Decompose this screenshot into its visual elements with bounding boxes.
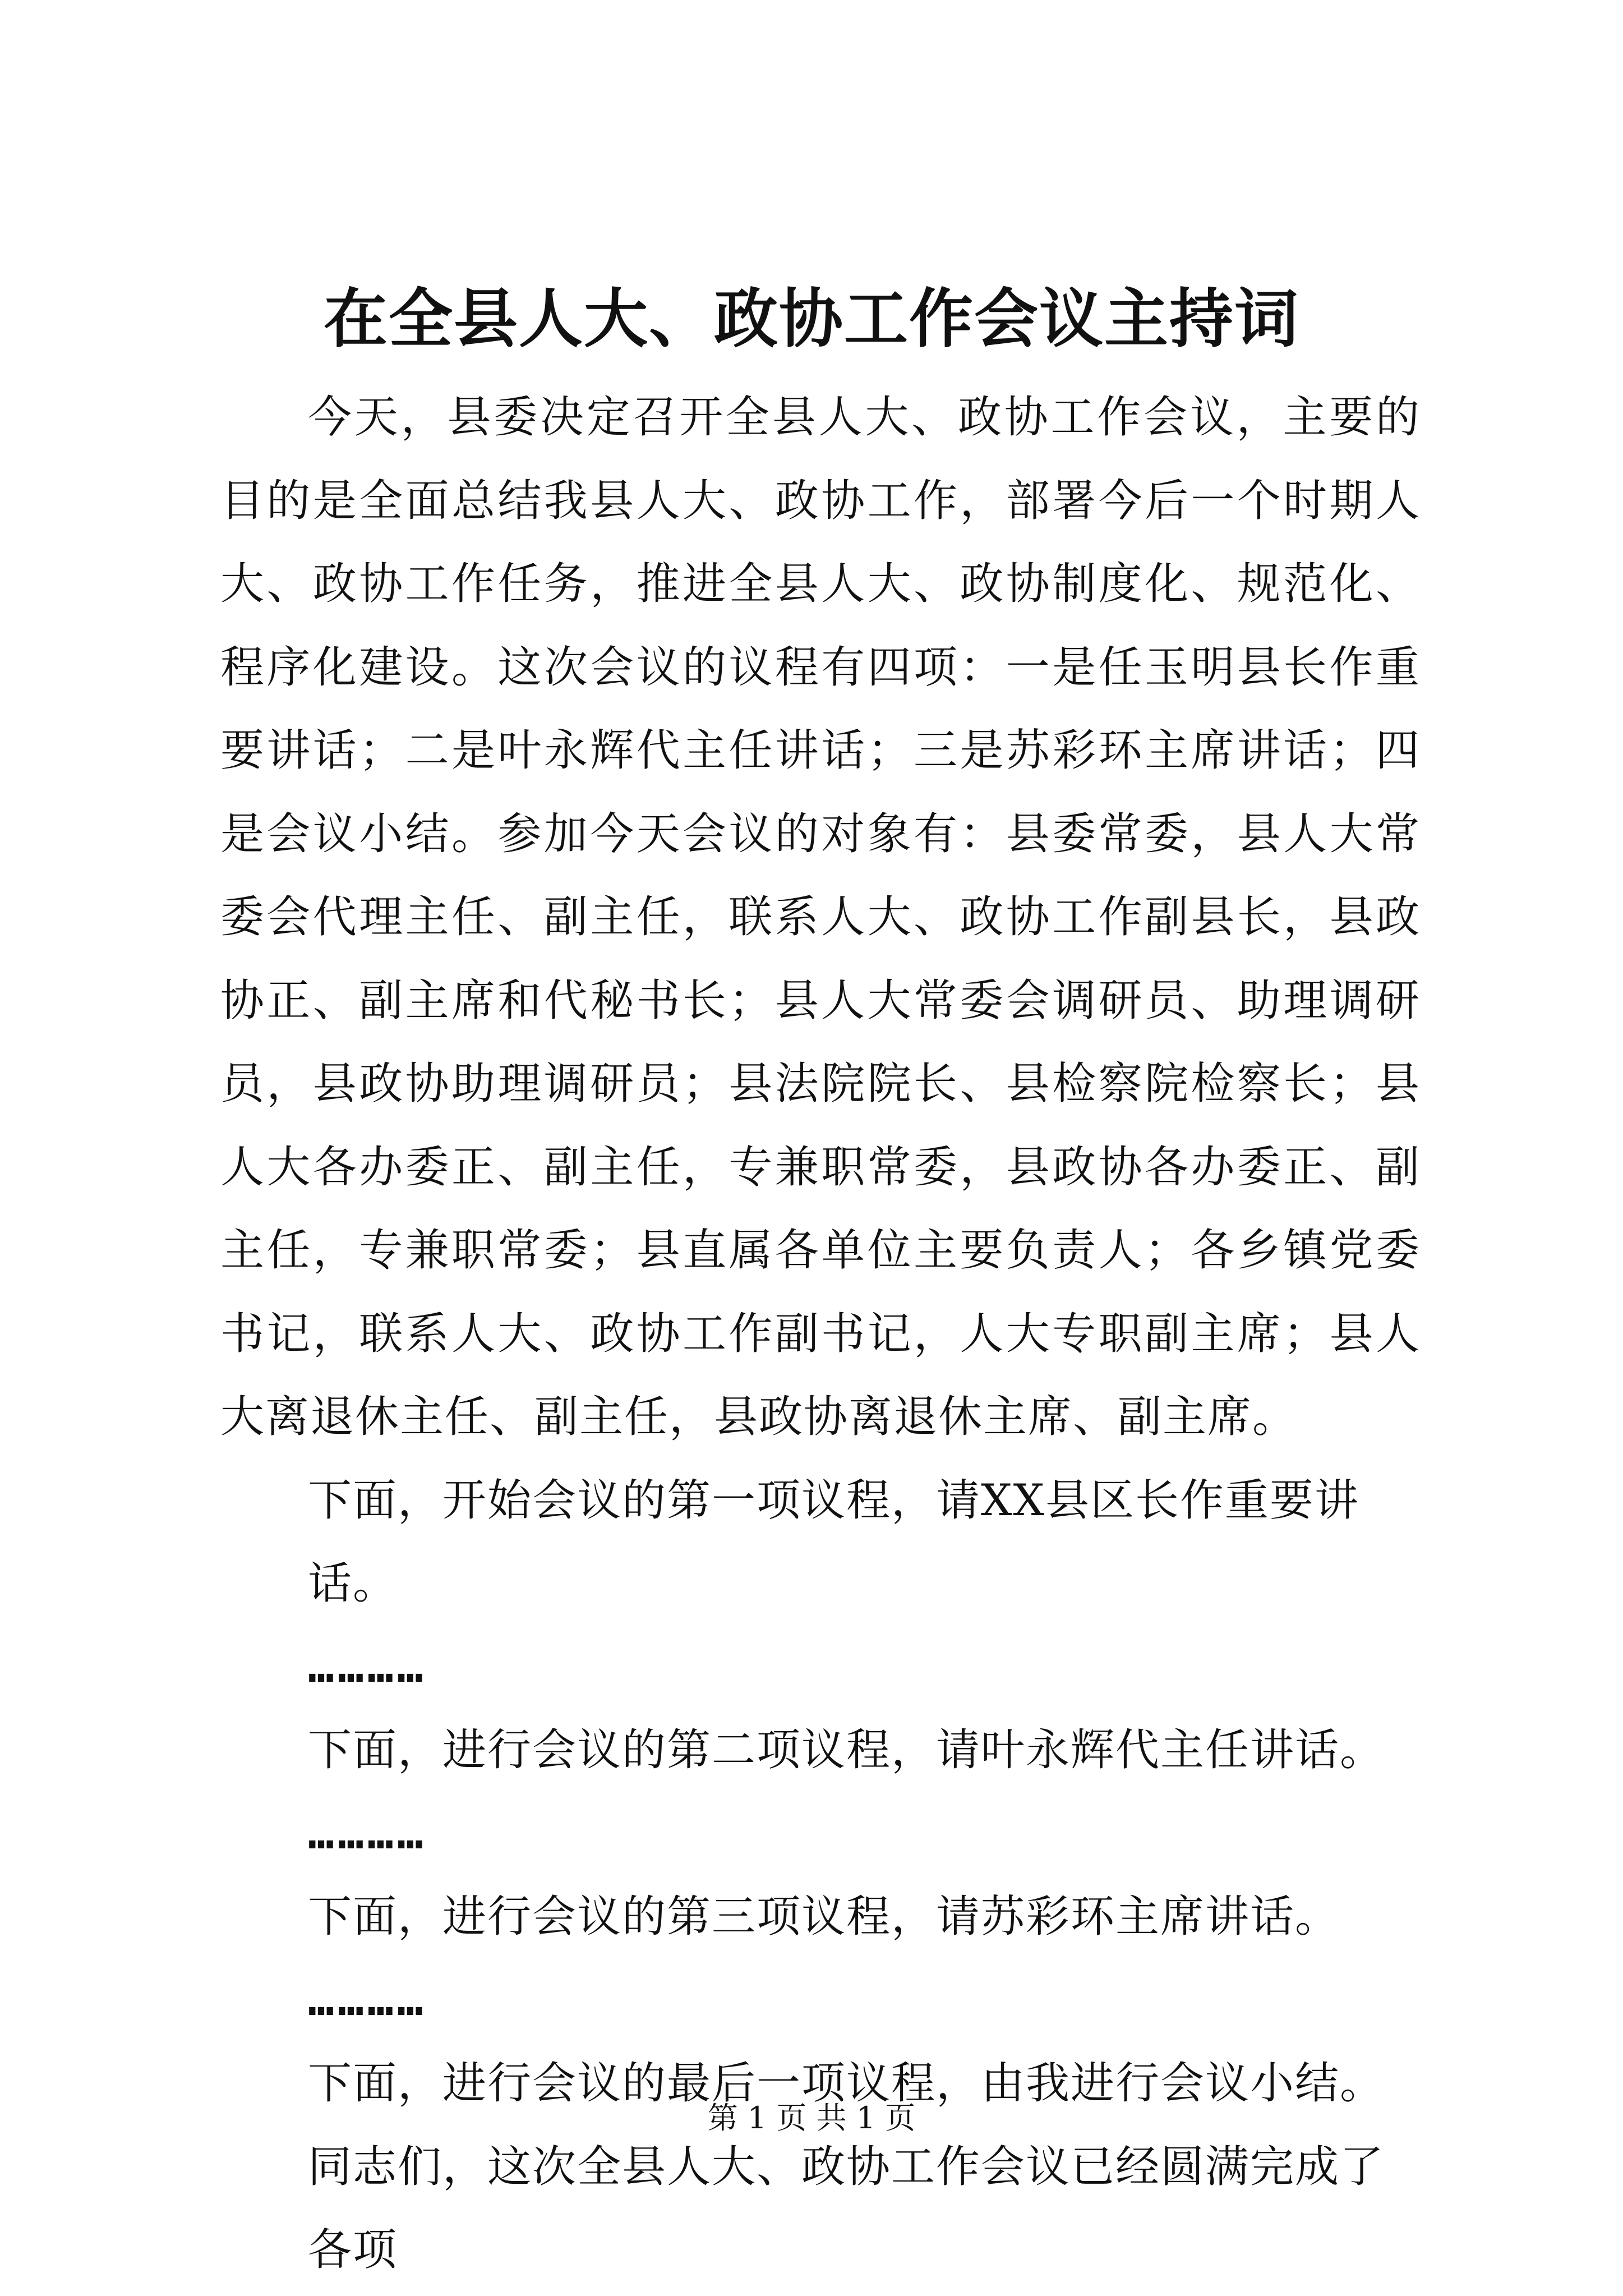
- agenda-item-3: 下面，进行会议的第三项议程，请苏彩环主席讲话。: [308, 1892, 1340, 1942]
- page-footer: 第 1 页 共 1 页: [707, 2100, 916, 2136]
- agenda-item-1: 下面，开始会议的第一项议程，请XX县区长作重要讲话。: [308, 1475, 1360, 1609]
- agenda-item-2: 下面，进行会议的第二项议程，请叶永辉代主任讲话。: [308, 1725, 1385, 1775]
- ellipsis-3: …………: [308, 1975, 427, 2026]
- document-title: 在全县人大、政协工作会议主持词: [323, 281, 1299, 356]
- closing-paragraph: 同志们，这次全县人大、政协工作会议已经圆满完成了各项: [308, 2141, 1385, 2275]
- intro-paragraph: 今天，县委决定召开全县人大、政协工作会议，主要的目的是全面总结我县人大、政协工作，部署今后一个时期人大、政协工作任务，推进全县人大、政协制度化、规范化、程序化建设。这次会议的议程有四项：一是任玉明县长作重要讲话；二是叶永辉代主任讲话；三是苏彩环主席讲话；四是会议小结。参加今天会议的对象有：县委常委，县人大常委会代理主任、副主任，联系人大、政协工作副县长，县政协正、副主席和代秘书长；县人大常委会调研员、助理调研员，县政协助理调研员；县法院院长、县检察院检察长；县人大各办委正、副主任，专兼职常委，县政协各办委正、副主任，专兼职常委；县直属各单位主要负责人；各乡镇党委书记，联系人大、政协工作副书记，人大专职副主席；县人大离退休主任、副主任，县政协离退休主席、副主席。: [220, 392, 1421, 1442]
- ellipsis-1: …………: [308, 1641, 427, 1692]
- document-body: [220, 376, 1421, 2292]
- agenda-item-4: 下面，进行会议的最后一项议程，由我进行会议小结。: [308, 2058, 1385, 2109]
- ellipsis-2: …………: [308, 1808, 427, 1859]
